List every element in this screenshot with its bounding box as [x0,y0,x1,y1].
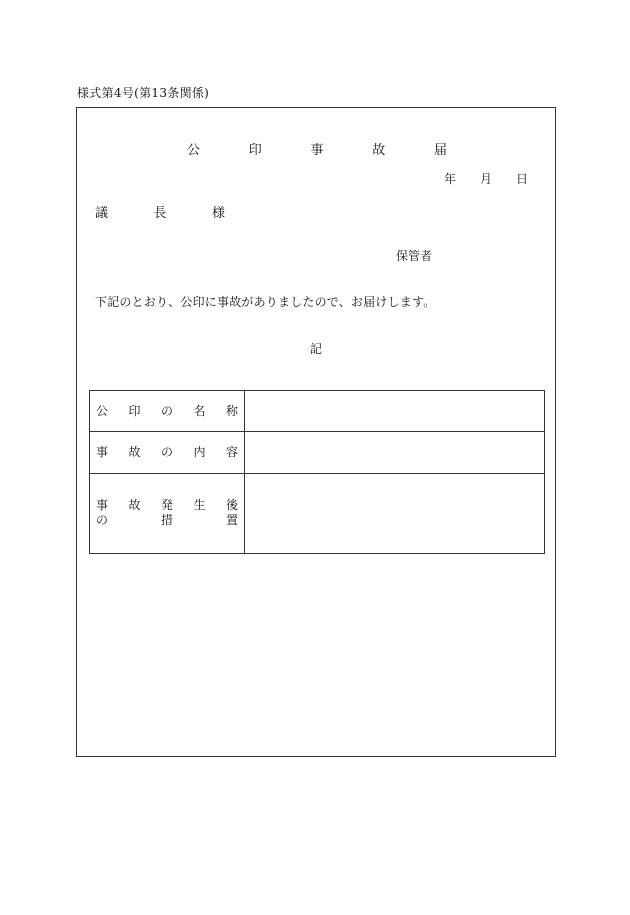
addressee-char: 議 [95,206,109,221]
statement-text: 下記のとおり、公印に事故がありましたので、お届けします。 [95,295,436,309]
seal-name-field[interactable] [245,391,545,432]
label-char: 置 [225,513,238,528]
label-char: の [160,403,173,418]
details-table [89,390,545,554]
label-line [96,404,238,419]
form-number: 様式第4号(第13条関係) [77,86,210,100]
date-line [444,170,528,187]
title-char: 故 [372,143,386,158]
title-char: 事 [310,143,324,158]
title-char: 印 [248,143,262,158]
title-char: 公 [187,143,201,158]
table-row [90,391,545,432]
title-char: 届 [433,143,447,158]
keeper-label: 保管者 [396,249,433,263]
label-char: 印 [128,403,141,418]
post-accident-measures-field[interactable] [245,473,545,553]
table-row [90,432,545,473]
label-char: 後 [225,498,238,513]
label-char: の [160,445,173,460]
label-char: 発 [160,498,173,513]
table-row [90,473,545,553]
label-char: 事 [96,445,109,460]
year-label: 年 [444,172,457,186]
label-line [96,498,238,513]
label-char: 公 [96,403,109,418]
row-label-accident-details [90,432,245,473]
row-label-seal-name [90,391,245,432]
label-line [96,445,238,460]
label-char: 故 [128,498,141,513]
label-char: 事 [96,498,109,513]
label-char: 容 [225,445,238,460]
addressee-char: 様 [211,206,225,221]
document-title [187,139,447,158]
label-char: 内 [193,445,206,460]
label-char: の [96,513,109,528]
label-char: 名 [193,403,206,418]
label-char: 生 [193,498,206,513]
ki-heading: 記 [310,342,323,356]
day-label: 日 [515,172,528,186]
label-line [96,513,238,528]
accident-details-field[interactable] [245,432,545,473]
row-label-post-accident-measures [90,473,245,553]
month-label: 月 [479,172,492,186]
addressee [95,202,225,221]
label-char: 故 [128,445,141,460]
addressee-char: 長 [153,206,167,221]
label-char: 措 [160,513,173,528]
label-char: 称 [225,403,238,418]
